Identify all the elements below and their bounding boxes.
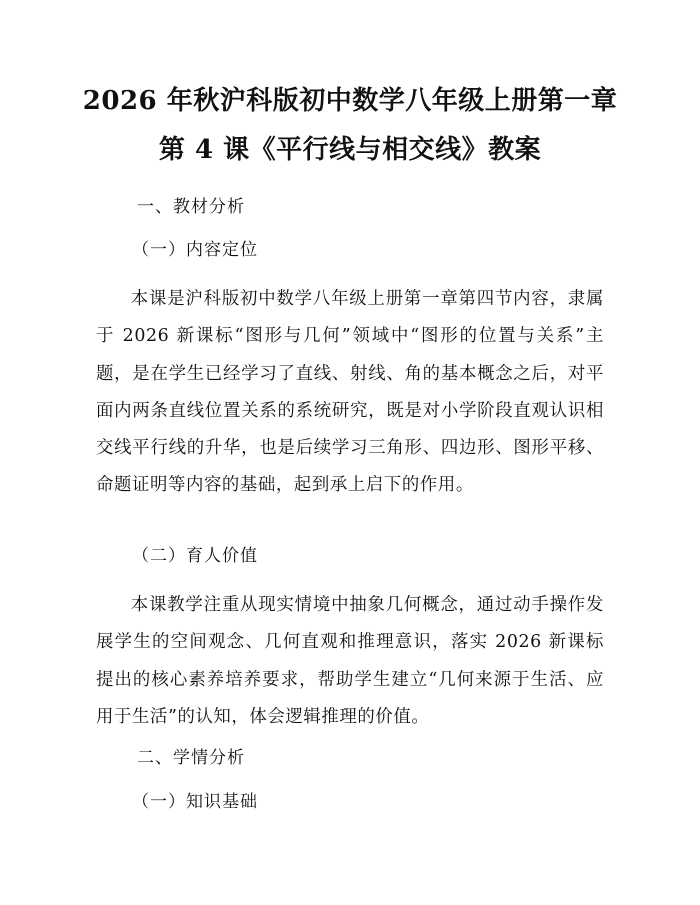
section-heading-student-analysis: 二、学情分析: [137, 748, 245, 768]
document-title-line-1: 2026 年秋沪科版初中数学八年级上册第一章: [82, 86, 618, 116]
subsection-heading-content-positioning: （一）内容定位: [132, 240, 258, 260]
paragraph-educational-value: 本课教学注重从现实情境中抽象几何概念，通过动手操作发展学生的空间观念、几何直观和推理意识，落实 2026 新课标提出的核心素养培养要求，帮助学生建立“几何来源于生活、应用于生活”的认知，体会逻辑推理的价值。: [96, 595, 604, 727]
section-heading-textbook-analysis: 一、教材分析: [137, 197, 245, 217]
document-title-line-2: 第 4 课《平行线与相交线》教案: [158, 135, 542, 165]
subsection-heading-educational-value: （二）育人价值: [132, 546, 258, 566]
subsection-heading-knowledge-base: （一）知识基础: [132, 792, 258, 812]
paragraph-content-positioning: 本课是沪科版初中数学八年级上册第一章第四节内容，隶属于 2026 新课标“图形与几何”领域中“图形的位置与关系”主题，是在学生已经学习了直线、射线、角的基本概念之后，对平面内两条直线位置关系的系统研究，既是对小学阶段直观认识相交线平行线的升华，也是后续学习三角形、四边形、图形平移、命题证明等内容的基础，起到承上启下的作用。: [96, 289, 604, 496]
